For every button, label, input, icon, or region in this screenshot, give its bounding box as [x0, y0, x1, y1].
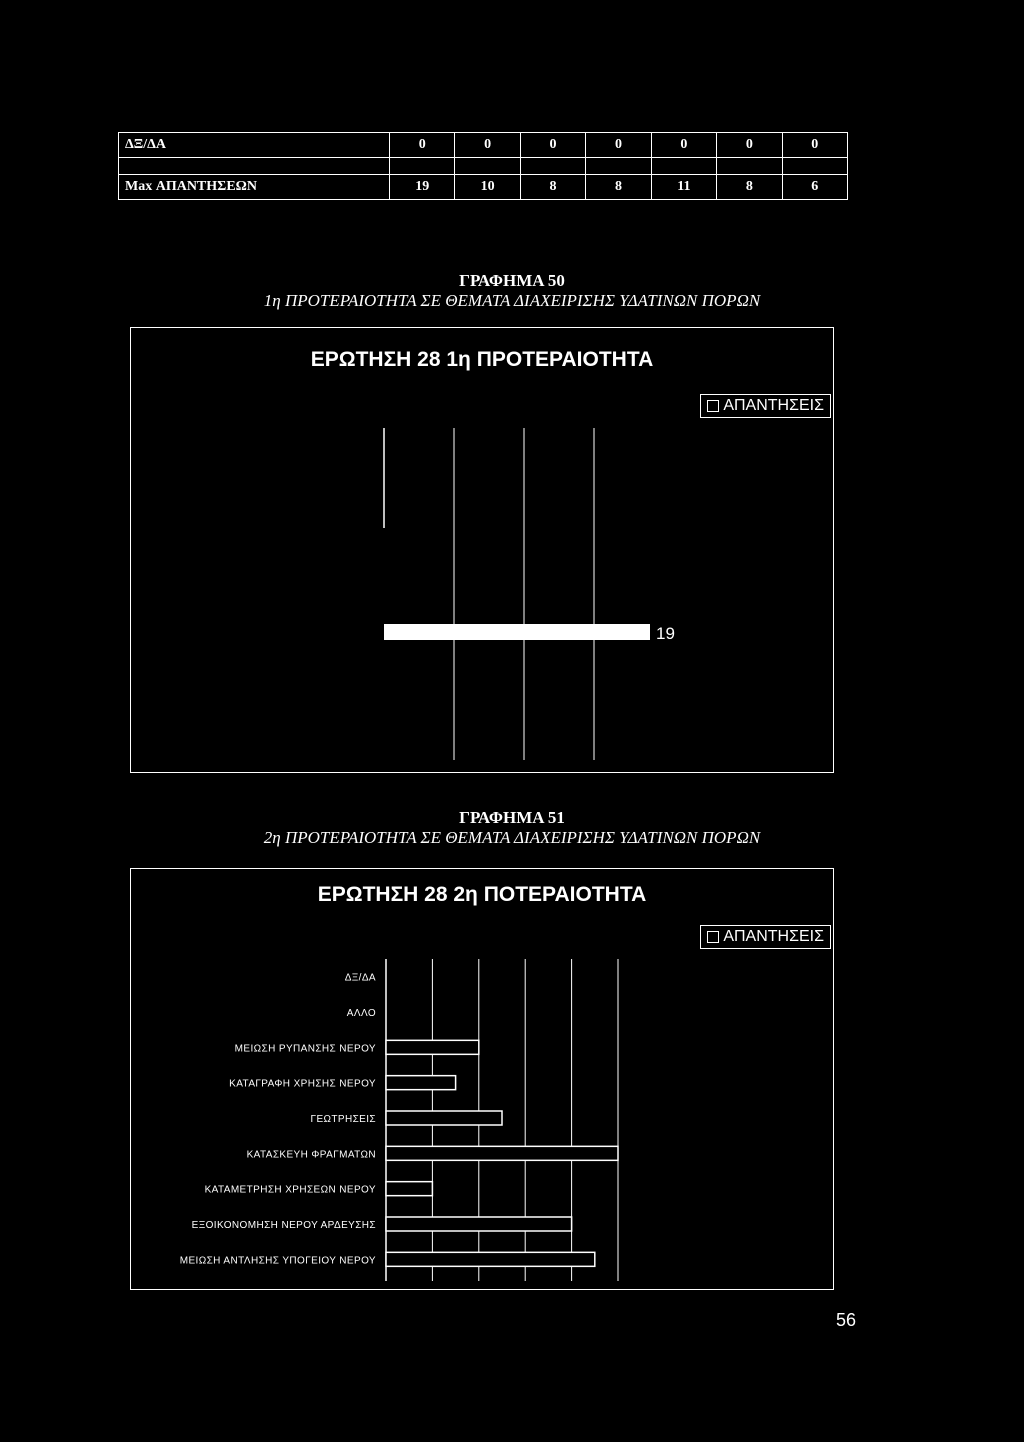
category-label: ΚΑΤΑΣΚΕΥΗ ΦΡΑΓΜΑΤΩΝ — [246, 1149, 376, 1161]
bar — [386, 1182, 432, 1196]
category-label: ΑΛΛΟ — [346, 1008, 376, 1019]
figure-50-subtitle: 1η ΠΡΟΤΕΡΑΙΟΤΗΤΑ ΣΕ ΘΕΜΑΤΑ ΔΙΑΧΕΙΡΙΣΗΣ ΥΔΑΤΙΝΩΝ ΠΟΡΩΝ — [263, 291, 761, 310]
category-label: ΔΞ/ΔΑ — [344, 972, 376, 984]
bar — [386, 1217, 572, 1231]
category-label: ΓΕΩΤΡΗΣΕΙΣ — [310, 1114, 376, 1125]
chart-2-legend-label: ΑΠΑΝΤΗΣΕΙΣ — [723, 928, 824, 945]
table-cell: 0 — [651, 133, 716, 158]
bar — [386, 1076, 456, 1090]
data-label: 19 — [656, 624, 675, 643]
category-label: ΕΞΟΙΚΟΝΟΜΗΣΗ ΝΕΡΟΥ ΑΡΔΕΥΣΗΣ — [191, 1220, 376, 1231]
table-row — [119, 175, 848, 200]
page-number: 56 — [836, 1310, 857, 1330]
figure-51-subtitle: 2η ΠΡΟΤΕΡΑΙΟΤΗΤΑ ΣΕ ΘΕΜΑΤΑ ΔΙΑΧΕΙΡΙΣΗΣ ΥΔΑΤΙΝΩΝ ΠΟΡΩΝ — [263, 828, 761, 847]
table-row — [119, 158, 848, 175]
table-cell: 10 — [455, 175, 520, 200]
table-row-label: Max ΑΠΑΝΤΗΣΕΩΝ — [119, 175, 390, 200]
table-cell: 8 — [586, 175, 651, 200]
category-label: ΜΕΙΩΣΗ ΑΝΤΛΗΣΗΣ ΥΠΟΓΕΙΟΥ ΝΕΡΟΥ — [179, 1255, 376, 1267]
chart-1-plot — [131, 328, 831, 770]
bar — [384, 624, 650, 640]
chart-1-legend-label: ΑΠΑΝΤΗΣΕΙΣ — [723, 397, 824, 414]
category-label: ΜΕΙΩΣΗ ΡΥΠΑΝΣΗΣ ΝΕΡΟΥ — [234, 1043, 376, 1055]
table-row-label: ΔΞ/ΔΑ — [119, 133, 390, 158]
chart-2-frame — [130, 868, 834, 1290]
table-row-label — [119, 158, 390, 175]
table-cell: 11 — [651, 175, 716, 200]
chart-2-plot — [131, 869, 831, 1287]
table-cell: 8 — [717, 175, 782, 200]
table-cell: 0 — [586, 133, 651, 158]
table-cell — [520, 158, 585, 175]
chart-1-title: ΕΡΩΤΗΣΗ 28 1η ΠΡΟΤΕΡΑΙΟΤΗΤΑ — [310, 348, 654, 371]
chart-2-title: ΕΡΩΤΗΣΗ 28 2η ΠΟΤΕΡΑΙΟΤΗΤΑ — [317, 883, 647, 906]
table-cell: 8 — [520, 175, 585, 200]
table-row — [119, 133, 848, 158]
table-cell — [390, 158, 455, 175]
bar — [386, 1252, 595, 1266]
table-cell — [455, 158, 520, 175]
category-label: ΚΑΤΑΜΕΤΡΗΣΗ ΧΡΗΣΕΩΝ ΝΕΡΟΥ — [204, 1184, 376, 1196]
table-cell — [782, 158, 847, 175]
bar — [386, 1040, 479, 1054]
table-cell: 0 — [782, 133, 847, 158]
table-cell: 6 — [782, 175, 847, 200]
bar — [386, 1146, 618, 1160]
table-cell — [651, 158, 716, 175]
table-cell: 0 — [520, 133, 585, 158]
figure-51-caption — [0, 808, 1024, 848]
table-cell — [586, 158, 651, 175]
table-cell: 0 — [455, 133, 520, 158]
category-label: ΚΑΤΑΓΡΑΦΗ ΧΡΗΣΗΣ ΝΕΡΟΥ — [229, 1078, 376, 1090]
table-cell: 0 — [717, 133, 782, 158]
figure-51-number: ΓΡΑΦΗΜΑ 51 — [459, 808, 565, 827]
figure-50-caption — [0, 271, 1024, 311]
table-cell: 19 — [390, 175, 455, 200]
chart-1-frame — [130, 327, 834, 773]
summary-table — [118, 132, 848, 200]
bar — [386, 1111, 502, 1125]
table-cell: 0 — [390, 133, 455, 158]
figure-50-number: ΓΡΑΦΗΜΑ 50 — [459, 271, 565, 290]
table-cell — [717, 158, 782, 175]
